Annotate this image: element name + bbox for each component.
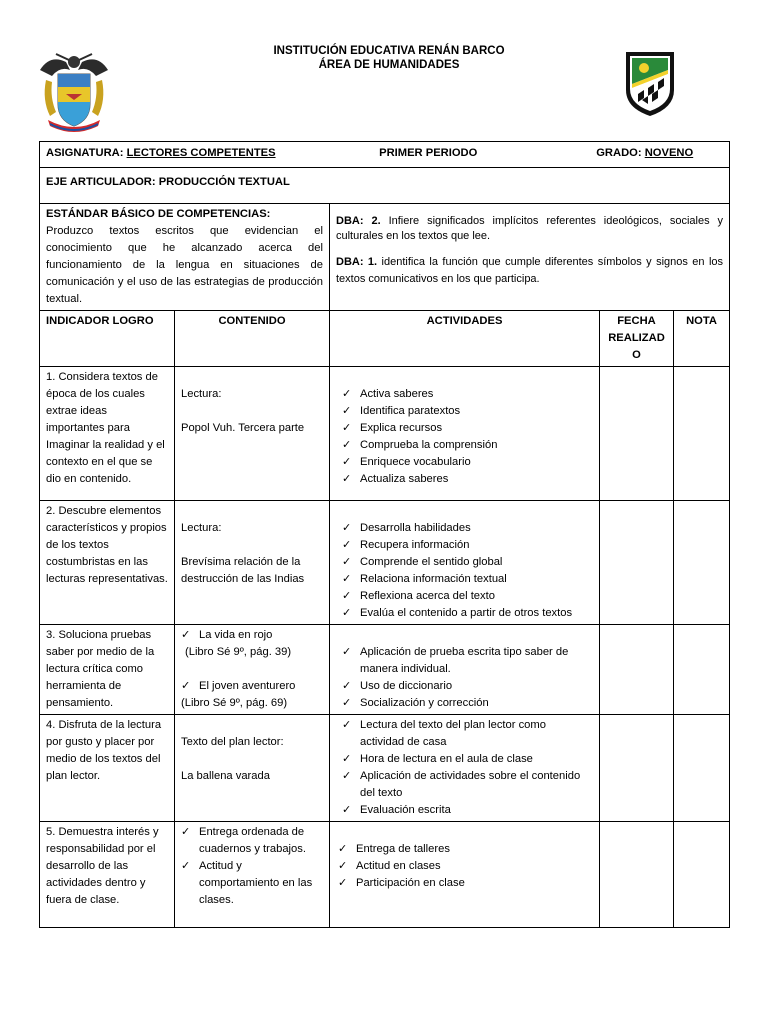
list-item: ✓ Entrega de talleres <box>338 841 593 858</box>
list-item: ✓ Recupera información <box>342 537 593 554</box>
list-item: ✓ Actitud y comportamiento en las clases. <box>181 858 323 909</box>
list-item: ✓ Comprueba la comprensión <box>342 437 593 454</box>
list-item: ✓ Comprende el sentido global <box>342 554 593 571</box>
list-item: ✓ Actualiza saberes <box>342 471 593 488</box>
table-row <box>40 501 730 625</box>
list-item: ✓ Explica recursos <box>342 420 593 437</box>
activities-list <box>336 841 593 892</box>
list-item: ✓ Reflexiona acerca del texto <box>342 588 593 605</box>
table-row <box>40 625 730 715</box>
list-item: ✓ Entrega ordenada de cuadernos y trabajos. <box>181 824 323 858</box>
list-item: ✓ Uso de diccionario <box>342 678 593 695</box>
area-name: ÁREA DE HUMANIDADES <box>318 59 460 71</box>
contenido-title: El joven aventurero <box>199 680 296 692</box>
contenido-title: La ballena varada <box>181 770 270 782</box>
col-indicador-logro: INDICADOR LOGRO <box>40 311 175 367</box>
list-item: ✓ Lectura del texto del plan lector como actividad de casa <box>342 717 593 751</box>
contenido-label: Lectura: <box>181 522 222 534</box>
estandar-row <box>40 204 730 311</box>
column-header-row <box>40 311 730 367</box>
contenido-title: Brevísima relación de la destrucción de las Indias <box>181 556 305 585</box>
contenido-title: Popol Vuh. Tercera parte <box>181 422 305 434</box>
dba-2-label: DBA: 2. <box>336 215 381 227</box>
nota-cell <box>674 822 730 928</box>
indicador-cell: 3. Soluciona pruebas saber por medio de la lectura crítica como herramienta de pensamiento. <box>40 625 175 715</box>
curriculum-table <box>39 141 730 928</box>
contenido-list <box>181 824 323 909</box>
nota-cell <box>674 501 730 625</box>
indicador-cell: 4. Disfruta de la lectura por gusto y placer por medio de los textos del plan lector. <box>40 715 175 822</box>
contenido-label: Texto del plan lector: <box>181 736 284 748</box>
dba-1-text: identifica la función que cumple diferentes símbolos y signos en los textos comunicativos en los que participa. <box>336 256 724 285</box>
list-item: ✓ Aplicación de prueba escrita tipo saber de manera individual. <box>342 644 593 678</box>
table-row <box>40 715 730 822</box>
list-item: ✓ Actitud en clases <box>338 858 593 875</box>
indicador-cell: 5. Demuestra interés y responsabilidad por el desarrollo de las actividades dentro y fuera de clase. <box>40 822 175 928</box>
activities-list <box>336 717 593 819</box>
eje-row <box>40 168 730 204</box>
asignatura-row <box>40 142 730 168</box>
eje-articulador: EJE ARTICULADOR: PRODUCCIÓN TEXTUAL <box>40 168 730 204</box>
col-nota: NOTA <box>674 311 730 367</box>
asignatura-value: LECTORES COMPETENTES <box>126 147 276 159</box>
institution-name: INSTITUCIÓN EDUCATIVA RENÁN BARCO <box>273 45 505 57</box>
contenido-reference: (Libro Sé 9º, pág. 39) <box>185 646 292 658</box>
nota-cell <box>674 715 730 822</box>
list-item: ✓ Identifica paratextos <box>342 403 593 420</box>
col-actividades: ACTIVIDADES <box>330 311 600 367</box>
list-item: ✓ Participación en clase <box>338 875 593 892</box>
list-item: ✓ Enriquece vocabulario <box>342 454 593 471</box>
indicador-cell: 1. Considera textos de época de los cuales extrae ideas importantes para Imaginar la realidad y el contexto en el que se dio en contenido. <box>40 367 175 501</box>
check-icon: ✓ <box>181 629 191 641</box>
list-item: ✓ Relaciona información textual <box>342 571 593 588</box>
estandar-title: ESTÁNDAR BÁSICO DE COMPETENCIAS: <box>46 208 271 220</box>
dba-1-label: DBA: 1. <box>336 256 378 268</box>
list-item: ✓ Desarrolla habilidades <box>342 520 593 537</box>
check-icon: ✓ <box>181 680 191 692</box>
contenido-label: Lectura: <box>181 388 222 400</box>
grado-label: GRADO: <box>596 147 642 159</box>
col-contenido: CONTENIDO <box>175 311 330 367</box>
school-shield-icon <box>624 50 676 118</box>
dba-2-text: Infiere significados implícitos referentes ideológicos, sociales y culturales en los textos que lee. <box>336 215 724 242</box>
fecha-cell <box>600 625 674 715</box>
contenido-reference: (Libro Sé 9º, pág. 69) <box>181 697 288 709</box>
list-item: ✓ Evalúa el contenido a partir de otros textos <box>342 605 593 622</box>
col-fecha-realizado: FECHA REALIZAD O <box>600 311 674 367</box>
activities-list <box>336 386 593 488</box>
table-row <box>40 367 730 501</box>
colombia-coat-of-arms-icon <box>36 50 112 136</box>
activities-list <box>336 520 593 622</box>
list-item: ✓ Socialización y corrección <box>342 695 593 712</box>
fecha-cell <box>600 822 674 928</box>
asignatura-label: ASIGNATURA: <box>46 147 124 159</box>
contenido-title: La vida en rojo <box>199 629 273 641</box>
list-item: ✓ Hora de lectura en el aula de clase <box>342 751 593 768</box>
table-row <box>40 822 730 928</box>
activities-list <box>336 644 593 712</box>
estandar-text: Produzco textos escritos que evidencian el conocimiento que he alcanzado acerca del funcionamiento de la lengua en situaciones de comunicación y el uso de las estrategias de producción textual. <box>46 225 323 305</box>
fecha-cell <box>600 367 674 501</box>
nota-cell <box>674 625 730 715</box>
list-item: ✓ Activa saberes <box>342 386 593 403</box>
periodo: PRIMER PERIODO <box>379 147 478 159</box>
list-item: ✓ Aplicación de actividades sobre el contenido del texto <box>342 768 593 802</box>
grado-value: NOVENO <box>644 147 694 159</box>
fecha-cell <box>600 715 674 822</box>
fecha-cell <box>600 501 674 625</box>
nota-cell <box>674 367 730 501</box>
indicador-cell: 2. Descubre elementos característicos y propios de los textos costumbristas en las lecturas representativas. <box>40 501 175 625</box>
list-item: ✓ Evaluación escrita <box>342 802 593 819</box>
